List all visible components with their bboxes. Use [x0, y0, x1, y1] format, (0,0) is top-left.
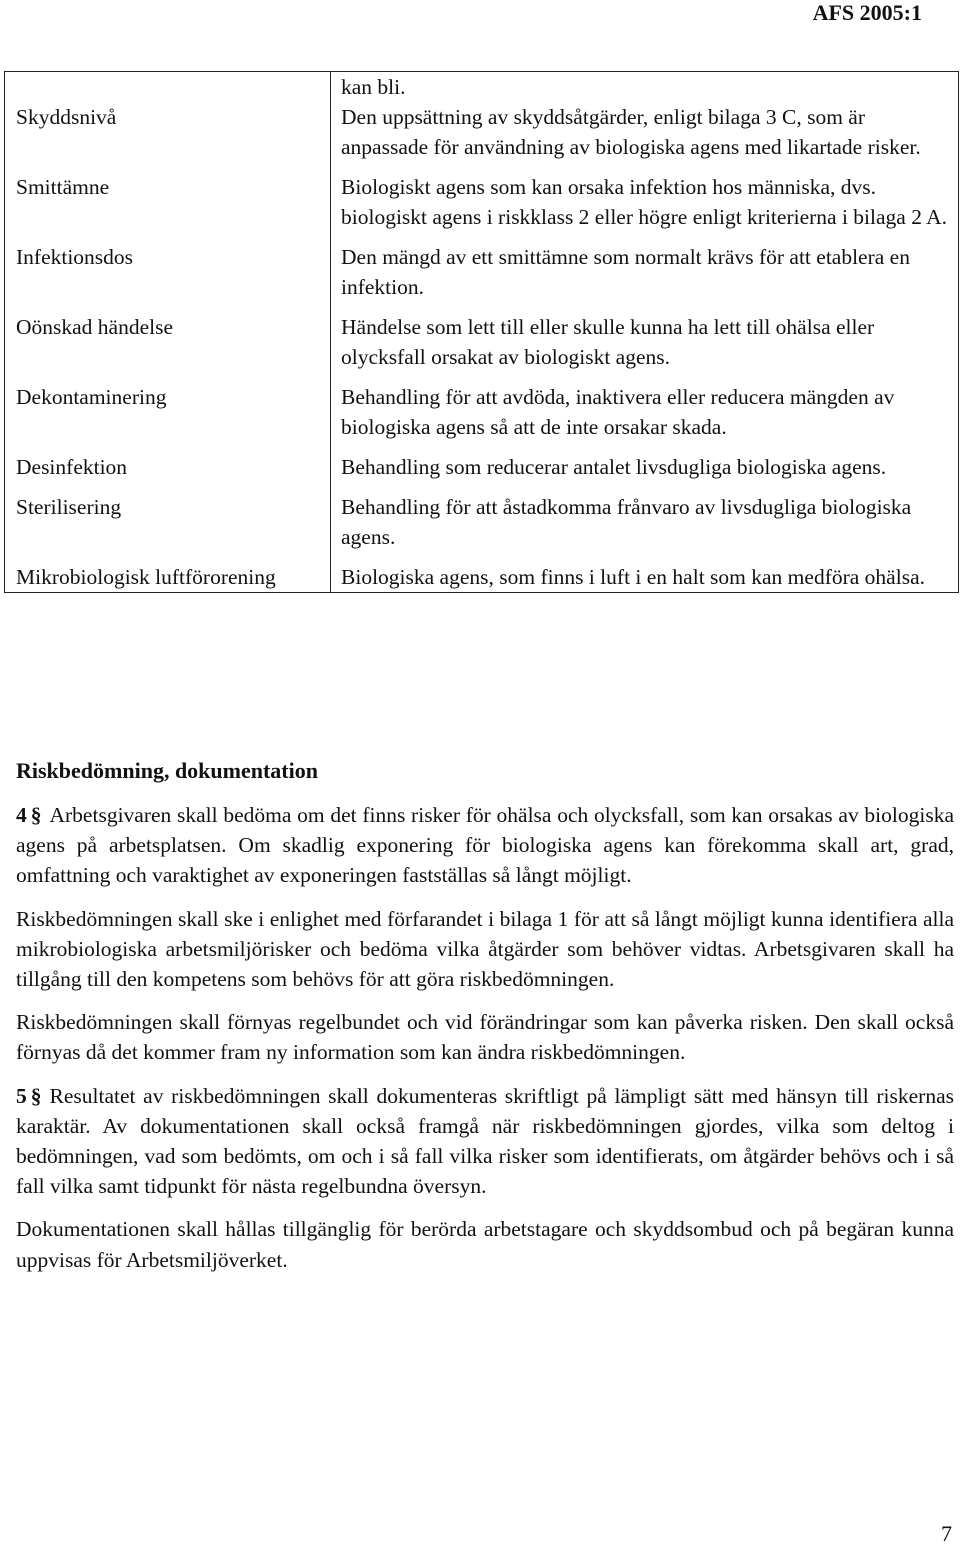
definition-cell: Den mängd av ett smittämne som normalt krävs för att etablera en infektion.: [331, 232, 959, 302]
table-row: [5, 72, 959, 103]
term-cell: Infektionsdos: [5, 232, 331, 302]
table-row: [5, 232, 959, 302]
section-sign: §: [30, 1083, 42, 1108]
definition-cell: Händelse som lett till eller skulle kunna ha lett till ohälsa eller olycksfall orsakat av biologiskt agens.: [331, 302, 959, 372]
paragraph-text: Arbetsgivaren skall bedöma om det finns risker för ohälsa och olycksfall, som kan orsakas av biologiska agens på arbetsplatsen. Om skadlig exponering för biologiska agens kan förekomma skall art, grad, omfattning och varaktighet av exponeringen fastställas så långt möjligt.: [16, 803, 954, 888]
document-id-header: AFS 2005:1: [812, 0, 922, 25]
paragraph-text: Dokumentationen skall hållas tillgänglig för berörda arbetstagare och skyddsombud och på begäran kunna uppvisas för Arbetsmiljöverket.: [16, 1217, 954, 1272]
paragraph-number: 4: [16, 803, 27, 827]
term-cell: [5, 72, 331, 103]
definition-cell: Biologiskt agens som kan orsaka infektion hos människa, dvs. biologiskt agens i riskklass 2 eller högre enligt kriterierna i bilaga 2 A.: [331, 162, 959, 232]
definitions-table: [4, 71, 959, 593]
term-cell: Sterilisering: [5, 482, 331, 552]
table-row: [5, 442, 959, 482]
definition-cell: Biologiska agens, som finns i luft i en halt som kan medföra ohälsa.: [331, 552, 959, 593]
table-row: [5, 552, 959, 593]
term-cell: Smittämne: [5, 162, 331, 232]
definition-cell: Behandling som reducerar antalet livsdugliga biologiska agens.: [331, 442, 959, 482]
paragraph: [16, 904, 954, 995]
definition-cell: Den uppsättning av skyddsåtgärder, enligt bilaga 3 C, som är anpassade för användning av biologiska agens med likartade risker.: [331, 102, 959, 162]
paragraph-text: Riskbedömningen skall förnyas regelbundet och vid förändringar som kan påverka risken. Den skall också förnyas då det kommer fram ny information som kan ändra riskbedömningen.: [16, 1010, 954, 1065]
paragraph: [16, 800, 954, 891]
paragraph: [16, 1081, 954, 1202]
definition-cell: Behandling för att avdöda, inaktivera eller reducera mängden av biologiska agens så att de inte orsakar skada.: [331, 372, 959, 442]
term-cell: Skyddsnivå: [5, 102, 331, 162]
table-row: [5, 102, 959, 162]
definition-cell: Behandling för att åstadkomma frånvaro av livsdugliga biologiska agens.: [331, 482, 959, 552]
table-row: [5, 302, 959, 372]
table-row: [5, 482, 959, 552]
term-cell: Mikrobiologisk luftförorening: [5, 552, 331, 593]
section-body: [16, 800, 954, 1288]
paragraph-text: Resultatet av riskbedömningen skall dokumenteras skriftligt på lämpligt sätt med hänsyn till riskernas karaktär. Av dokumentationen skall också framgå när riskbedömningen gjordes, vilka som deltog i bedömningen, vad som bedömts, om och i så fall vilka risker som identifierats, om åtgärder behövs och i så fall vilka samt tidpunkt för nästa regelbundna översyn.: [16, 1083, 954, 1199]
page-number: 7: [941, 1521, 952, 1546]
table-row: [5, 372, 959, 442]
term-cell: Desinfektion: [5, 442, 331, 482]
table-row: [5, 162, 959, 232]
term-cell: Dekontaminering: [5, 372, 331, 442]
section-sign: §: [30, 803, 42, 827]
paragraph-text: Riskbedömningen skall ske i enlighet med förfarandet i bilaga 1 för att så långt möjligt kunna identifiera alla mikrobiologiska arbetsmiljörisker och bedöma vilka åtgärder som behöver vidtas. Arbetsgivaren skall ha tillgång till den kompetens som behövs för att göra riskbedömningen.: [16, 906, 954, 992]
section-title: Riskbedömning, dokumentation: [16, 758, 318, 783]
paragraph: [16, 1214, 954, 1274]
definition-cell: kan bli.: [331, 72, 959, 103]
paragraph-number: 5: [16, 1083, 27, 1108]
term-cell: Oönskad händelse: [5, 302, 331, 372]
paragraph: [16, 1007, 954, 1067]
